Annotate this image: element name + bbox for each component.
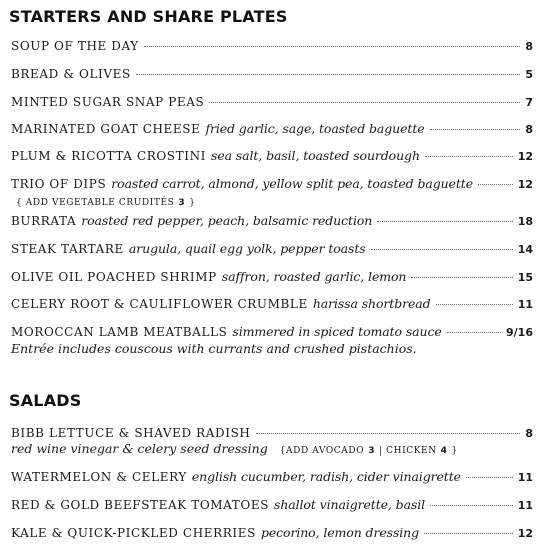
item-addon bbox=[16, 194, 196, 210]
item-name: MINTED SUGAR SNAP PEAS bbox=[11, 95, 205, 109]
item-price: 12 bbox=[517, 150, 533, 163]
dot-leader bbox=[430, 505, 513, 506]
item-note bbox=[11, 342, 417, 356]
dot-leader bbox=[430, 129, 521, 130]
dot-leader bbox=[424, 533, 513, 534]
item-price: 8 bbox=[525, 123, 533, 136]
addon-close: } bbox=[451, 446, 458, 456]
menu-item bbox=[11, 122, 533, 137]
item-price: 8 bbox=[525, 427, 533, 440]
menu-item bbox=[11, 177, 533, 192]
item-price: 12 bbox=[517, 527, 533, 540]
dot-leader bbox=[478, 184, 513, 185]
item-name: CELERY ROOT & CAULIFLOWER CRUMBLE bbox=[11, 297, 308, 311]
menu-item bbox=[11, 39, 533, 54]
item-subline bbox=[11, 442, 458, 458]
item-price: 9/16 bbox=[506, 326, 533, 339]
dot-leader bbox=[411, 277, 512, 278]
section-title-salads: SALADS bbox=[9, 391, 82, 410]
dot-leader bbox=[436, 304, 513, 305]
item-price: 15 bbox=[517, 271, 533, 284]
item-name: STEAK TARTARE bbox=[11, 242, 124, 256]
section-title-starters: STARTERS AND SHARE PLATES bbox=[9, 7, 288, 26]
item-name: TRIO OF DIPS bbox=[11, 177, 107, 191]
menu-item bbox=[11, 242, 533, 257]
menu-item bbox=[11, 67, 533, 82]
addon-price: 3 bbox=[178, 198, 186, 208]
dot-leader bbox=[371, 249, 513, 250]
menu-item bbox=[11, 297, 533, 312]
item-price: 11 bbox=[517, 499, 533, 512]
item-price: 12 bbox=[517, 178, 533, 191]
dot-leader bbox=[377, 221, 512, 222]
item-name: BIBB LETTUCE & SHAVED RADISH bbox=[11, 426, 251, 440]
menu-item bbox=[11, 95, 533, 110]
item-description: shallot vinaigrette, basil bbox=[274, 497, 426, 512]
item-name: BREAD & OLIVES bbox=[11, 67, 131, 81]
item-description: saffron, roasted garlic, lemon bbox=[221, 269, 407, 284]
dot-leader bbox=[144, 46, 521, 47]
item-price: 7 bbox=[525, 96, 533, 109]
item-description: english cucumber, radish, cider vinaigrette bbox=[191, 469, 461, 484]
item-description: harissa shortbread bbox=[312, 296, 431, 311]
dot-leader bbox=[447, 332, 501, 333]
item-name: MOROCCAN LAMB MEATBALLS bbox=[11, 325, 228, 339]
menu-item bbox=[11, 526, 533, 541]
menu-item bbox=[11, 325, 533, 340]
item-price: 11 bbox=[517, 471, 533, 484]
dot-leader bbox=[466, 477, 513, 478]
item-name: MARINATED GOAT CHEESE bbox=[11, 122, 201, 136]
item-name: PLUM & RICOTTA CROSTINI bbox=[11, 149, 207, 163]
addon-text: { ADD VEGETABLE CRUDITÉS bbox=[16, 198, 175, 208]
item-price: 14 bbox=[517, 243, 533, 256]
addon-price: 3 bbox=[368, 446, 376, 456]
item-name: BURRATA bbox=[11, 214, 77, 228]
addon-price: 4 bbox=[440, 446, 448, 456]
item-name: OLIVE OIL POACHED SHRIMP bbox=[11, 270, 217, 284]
item-description: sea salt, basil, toasted sourdough bbox=[211, 148, 420, 163]
item-description: roasted red pepper, peach, balsamic reduction bbox=[81, 213, 373, 228]
item-description: red wine vinegar & celery seed dressing bbox=[11, 441, 268, 456]
item-description: pecorino, lemon dressing bbox=[260, 525, 420, 540]
item-name: SOUP OF THE DAY bbox=[11, 39, 139, 53]
item-price: 8 bbox=[525, 40, 533, 53]
addon-text: | CHICKEN bbox=[379, 446, 437, 456]
item-price: 11 bbox=[517, 298, 533, 311]
menu-item bbox=[11, 149, 533, 164]
item-name: KALE & QUICK-PICKLED CHERRIES bbox=[11, 526, 256, 540]
addon-close: } bbox=[189, 198, 196, 208]
item-name: RED & GOLD BEEFSTEAK TOMATOES bbox=[11, 498, 270, 512]
dot-leader bbox=[425, 156, 513, 157]
lamb-entree-note: Entrée includes couscous with currants and crushed pistachios. bbox=[11, 341, 417, 356]
dot-leader bbox=[136, 74, 521, 75]
item-description: arugula, quail egg yolk, pepper toasts bbox=[128, 241, 366, 256]
menu-item bbox=[11, 270, 533, 285]
item-price: 5 bbox=[525, 68, 533, 81]
menu-item bbox=[11, 426, 533, 441]
dot-leader bbox=[209, 102, 520, 103]
dot-leader bbox=[256, 433, 521, 434]
menu-item bbox=[11, 498, 533, 513]
item-price: 18 bbox=[517, 215, 533, 228]
addon-text: {ADD AVOCADO bbox=[279, 446, 365, 456]
item-name: WATERMELON & CELERY bbox=[11, 470, 187, 484]
menu-item bbox=[11, 214, 533, 229]
item-description: simmered in spiced tomato sauce bbox=[232, 324, 442, 339]
item-description: fried garlic, sage, toasted baguette bbox=[205, 121, 425, 136]
menu-item bbox=[11, 470, 533, 485]
item-description: roasted carrot, almond, yellow split pea, toasted baguette bbox=[111, 176, 473, 191]
